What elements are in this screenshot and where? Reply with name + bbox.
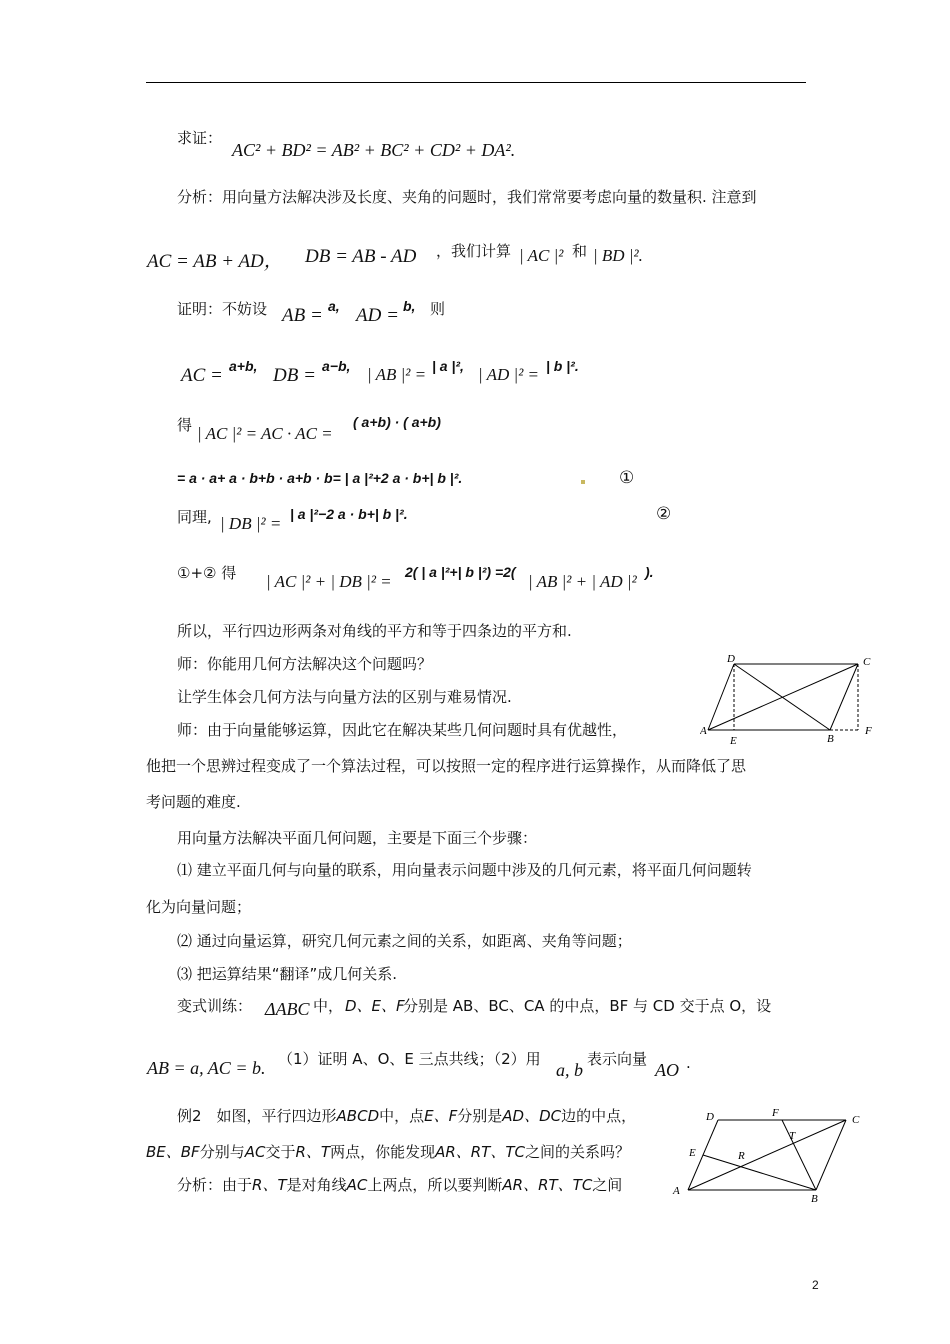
norm-bd-squared: | BD |². — [593, 246, 643, 265]
fig2-diagonal-ac — [688, 1120, 846, 1190]
variant-period: . — [686, 1054, 691, 1072]
proof-then: 则 — [430, 300, 446, 318]
variant-triangle: ΔABC — [265, 999, 310, 1019]
teacher-remark-2: 他把一个思辨过程变成了一个算法过程，可以按照一定的程序进行运算操作，从而降低了思 — [146, 757, 747, 775]
proof-ad: AD = — [356, 305, 399, 326]
step-1: ⑴ 建立平面几何与向量的联系，用向量表示问题中涉及的几何元素，将平面几何问题转 — [177, 861, 752, 879]
ex2-rt: R、T — [295, 1143, 331, 1161]
fig1-label-c: C — [863, 656, 871, 668]
variant-tasks: （1）证明 A、O、E 三点共线；（2）用 — [278, 1050, 541, 1068]
line-a-plus-b: a+b, — [229, 358, 258, 374]
fig2-side-bc — [816, 1120, 846, 1190]
fig2-label-a: A — [673, 1185, 680, 1197]
analysis-2 — [177, 1174, 622, 1195]
step-2: ⑵ 通过向量运算，研究几何元素之间的关系，如距离、夹角等问题； — [177, 932, 632, 950]
de-product: ( a+b) · ( a+b) — [353, 414, 441, 430]
line-db: DB = — [273, 365, 316, 386]
variant-text: 分别是 AB、BC、CA 的中点，BF 与 CD 交于点 O，设 — [403, 997, 772, 1015]
ex2-be-bf: BE、BF — [146, 1143, 200, 1161]
proof-label: 证明：不妨设 — [177, 300, 268, 318]
variant-setup: AB = a, AC = b. — [147, 1058, 266, 1078]
and-text: 和 — [572, 242, 588, 260]
fig2-label-c: C — [852, 1114, 860, 1126]
proof-a: a, — [328, 298, 340, 314]
tongli-expression: | a |²−2 a · b+| b |². — [290, 506, 408, 522]
line-ac: AC = — [181, 365, 223, 386]
parallelogram-figure-2 — [668, 1100, 868, 1210]
sum-close: ). — [645, 564, 654, 580]
line-norm-a: | a |², — [432, 358, 464, 374]
ex2-ef: E、F — [424, 1107, 458, 1125]
marker-1: ① — [619, 468, 635, 488]
fig2-label-f: F — [772, 1107, 779, 1119]
proof-b: b, — [403, 298, 416, 314]
de-formula: | AC |² = AC · AC = — [197, 424, 333, 443]
step-1-cont: 化为向量问题； — [146, 898, 252, 916]
ex2-ar-rt-tc: AR、RT、TC — [435, 1143, 525, 1161]
fig2-segment-bf — [782, 1120, 816, 1190]
fx2-text-c: 是对角线 — [286, 1176, 347, 1194]
qiuzheng-formula: AC² + BD² = AB² + BC² + CD² + DA². — [232, 140, 516, 160]
fig2-label-t: T — [789, 1130, 796, 1142]
variant-represent: 表示向量 — [587, 1050, 648, 1068]
step-3: ⑶ 把运算结果“翻译”成几何关系. — [177, 965, 398, 983]
analysis-line-1: 分析：用向量方法解决涉及长度、夹角的问题时，我们常常要考虑向量的数量积. 注意到 — [177, 188, 757, 206]
sum-label: ①+② 得 — [177, 564, 237, 582]
dot-mark — [581, 480, 585, 484]
sum-right: | AB |² + | AD |² — [528, 572, 637, 591]
ex2-text-k: 交于 — [265, 1143, 296, 1161]
ex2-text-i: 分别与 — [199, 1143, 245, 1161]
example-2-line-1 — [177, 1105, 636, 1126]
teacher-remark: 师：由于向量能够运算，因此它在解决某些几何问题时具有优越性， — [177, 721, 628, 739]
equation-1: = a · a+ a · b+b · a+b · b= | a |²+2 a · b+| b |². — [177, 470, 463, 486]
teacher-question: 师：你能用几何方法解决这个问题吗？ — [177, 655, 433, 673]
fig1-label-a: A — [700, 725, 707, 737]
page-number: 2 — [812, 1278, 819, 1292]
fx2-rt: R、T — [252, 1176, 287, 1194]
variant-label: 变式训练： — [177, 997, 253, 1015]
fx2-ar-rt-tc: AR、RT、TC — [502, 1176, 593, 1194]
ex2-text-m: 两点，你能发现 — [330, 1143, 436, 1161]
ex2-text-g: 边的中点， — [561, 1107, 637, 1125]
we-compute-text: ，我们计算 — [436, 242, 512, 260]
fig2-label-r: R — [738, 1150, 745, 1162]
ex2-text-o: 之间的关系吗？ — [524, 1143, 630, 1161]
ex2-ad-dc: AD、DC — [502, 1107, 562, 1125]
sum-left: | AC |² + | DB |² = — [266, 572, 392, 591]
fig1-label-f: F — [865, 725, 872, 737]
variant-ab: a, b — [556, 1060, 583, 1080]
example-2-line-2 — [146, 1141, 630, 1162]
header-rule — [146, 82, 806, 83]
fx2-text-a: 分析：由于 — [177, 1176, 253, 1194]
fig1-diagonal-db — [734, 664, 830, 730]
line-norm-b: | b |². — [546, 358, 579, 374]
tongli-label: 同理, — [177, 508, 212, 526]
sum-middle: 2( | a |²+| b |²) =2( — [405, 564, 516, 580]
fig1-label-e: E — [730, 735, 737, 747]
variant-in: 中， — [313, 997, 344, 1015]
vector-db: DB = AB - AD — [305, 246, 417, 267]
line-a-minus-b: a−b, — [322, 358, 351, 374]
ex2-text-e: 分别是 — [457, 1107, 503, 1125]
parallelogram-figure-1 — [700, 650, 885, 750]
fig1-label-b: B — [827, 733, 834, 745]
student-experience: 让学生体会几何方法与向量方法的区别与难易情况. — [177, 688, 512, 706]
ex2-text-c: 中，点 — [379, 1107, 425, 1125]
fig1-side-bc — [830, 664, 858, 730]
qiuzheng-label: 求证： — [177, 129, 223, 147]
tongli-norm-db: | DB |² = — [220, 514, 282, 533]
variant-ao: AO — [655, 1060, 679, 1080]
fig1-label-d: D — [727, 653, 735, 665]
fig2-label-e: E — [689, 1147, 696, 1159]
ex2-abcd: ABCD — [336, 1107, 380, 1125]
ex2-text-a: 例2 如图，平行四边形 — [177, 1107, 337, 1125]
conclusion: 所以，平行四边形两条对角线的平方和等于四条边的平方和. — [177, 622, 572, 640]
line-norm-ad: | AD |² = — [478, 365, 540, 384]
fig2-segment-be — [703, 1155, 816, 1190]
norm-ac-squared: | AC |² — [519, 246, 564, 265]
fx2-text-g: 之间 — [592, 1176, 623, 1194]
fx2-ac: AC — [346, 1176, 368, 1194]
fig2-label-d: D — [706, 1111, 714, 1123]
line-norm-ab: | AB |² = — [367, 365, 427, 384]
teacher-remark-3: 考问题的难度. — [146, 793, 241, 811]
variant-points: D、E、F — [345, 997, 405, 1015]
de-label: 得 — [177, 416, 193, 434]
marker-2: ② — [656, 504, 672, 524]
ex2-ac: AC — [244, 1143, 266, 1161]
fig2-label-b: B — [811, 1193, 818, 1205]
vector-ac: AC = AB + AD， — [147, 251, 283, 272]
fx2-text-e: 上两点，所以要判断 — [367, 1176, 503, 1194]
proof-ab: AB = — [282, 305, 323, 326]
steps-intro: 用向量方法解决平面几何问题，主要是下面三个步骤： — [177, 829, 538, 847]
